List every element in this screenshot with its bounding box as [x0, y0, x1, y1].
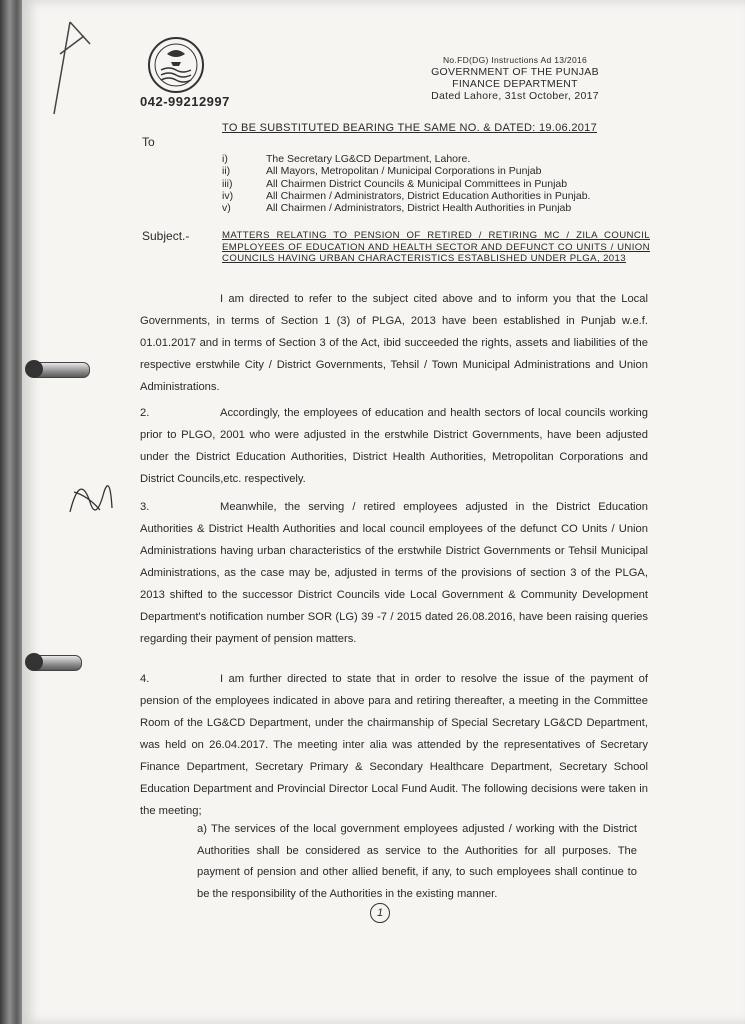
substituted-note: TO BE SUBSTITUTED BEARING THE SAME NO. & DATED: 19.06.2017 — [222, 122, 598, 134]
addressee-item: v) All Chairmen / Administrators, District Health Authorities in Punjab — [222, 202, 572, 215]
paragraph-4: 4. I am further directed to state that in order to resolve the issue of the payment of pension of the employees indicated in above para and retiring thereafter, a meeting in the Committee Room of the LG&CD Department, under the chairmanship of Special Secretary LG&CD Department, was held on 26.04.2017. The meeting inter alia was attended by the representatives of Secretary Finance Department, Secretary Primary & Secondary Healthcare Department, Secretary School Education Department and Provincial Director Local Fund Audit. The following decisions were taken in the meeting; — [140, 673, 648, 817]
paragraph-1: I am directed to refer to the subject cited above and to inform you that the Local Governments, in terms of Section 1 (3) of PLGA, 2013 have been established in Punjab w.e.f. 01.01.2017 and in terms of Section 3 of the Act, ibid succeeded the rights, assets and liabilities of the respective erstwhile City / District Governments, Tehsil / Town Municipal Administrations and Union Administrations. — [140, 293, 648, 393]
binder-ring-bottom — [30, 655, 82, 671]
page-number: 1 — [370, 903, 390, 923]
subject-text: MATTERS RELATING TO PENSION OF RETIRED / RETIRING MC / ZILA COUNCIL EMPLOYEES OF EDUCATION AND HEALTH SECTOR AND DEFUNCT CO UNITS / UNION COUNCILS HAVING URBAN CHARACTERISTICS ESTABLISHED UNDER PLGA, 2013 — [222, 230, 650, 265]
initials-signature-icon — [60, 462, 120, 532]
government-line: GOVERNMENT OF THE PUNJAB — [431, 66, 599, 78]
binder-ring-top — [30, 362, 90, 378]
subject-label: Subject.- — [142, 229, 190, 243]
to-label: To — [142, 135, 155, 149]
date-line: Dated Lahore, 31st October, 2017 — [431, 90, 599, 102]
punjab-government-emblem-icon — [145, 34, 207, 96]
paragraph-3: 3. Meanwhile, the serving / retired employees adjusted in the District Education Authorities & District Health Authorities and local council employees of the defunct CO Units / Union Administrations having urban characteristics of the erstwhile District Governments or Tehsil Municipal Administrations, as the case may be, adjusted in terms of the provisions of section 3 of the PLGA, 2013 shifted to the successor District Councils vide Local Government & Community Development Department's notification number SOR (LG) 39 -7 / 2015 dated 26.08.2016, have been raising queries regarding their payment of pension matters. — [140, 501, 648, 645]
addressee-item: ii) All Mayors, Metropolitan / Municipal Corporations in Punjab — [222, 165, 542, 178]
decision-item-a: a) The services of the local government employees adjusted / working with the District Authorities shall be considered as service to the Authorities for all purposes. The payment of pension and other allied benefit, if any, to such employees shall continue to be the responsibility of the Authorities in the existing manner. — [197, 823, 637, 900]
addressee-item: i) The Secretary LG&CD Department, Lahore. — [222, 153, 471, 165]
addressee-list — [222, 153, 590, 214]
letterhead — [395, 54, 635, 102]
addressee-item: iii) All Chairmen District Councils & Municipal Committees in Punjab — [222, 177, 568, 190]
addressee-item: iv) All Chairmen / Administrators, District Education Authorities in Punjab. — [222, 189, 591, 202]
department-line: FINANCE DEPARTMENT — [452, 78, 578, 90]
phone-number: 042-99212997 — [140, 94, 230, 109]
binder-edge — [0, 0, 24, 1024]
handwritten-mark-icon — [40, 14, 100, 124]
paragraph-2: 2. Accordingly, the employees of education and health sectors of local councils working prior to PLGO, 2001 who were adjusted in the erstwhile District Governments, have been adjusted under the District Education Authorities, District Health Authorities, Metropolitan Corporations and District Councils,etc. respectively. — [140, 407, 648, 485]
reference-number: No.FD(DG) Instructions Ad 13/2016 — [442, 55, 588, 65]
